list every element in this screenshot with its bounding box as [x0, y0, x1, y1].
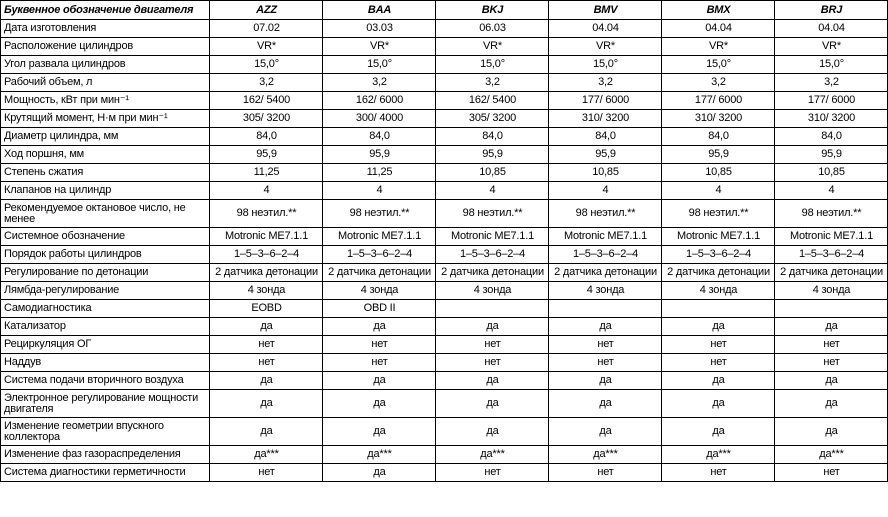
table-cell: 04.04	[549, 20, 662, 38]
table-cell: 3,2	[549, 74, 662, 92]
table-row	[1, 228, 888, 246]
table-cell: 98 неэтил.**	[210, 200, 323, 228]
table-cell: да	[323, 318, 436, 336]
table-cell: 15,0°	[210, 56, 323, 74]
table-cell: нет	[210, 464, 323, 482]
table-row	[1, 74, 888, 92]
row-label: Система диагностики герметичности	[1, 464, 210, 482]
table-cell: да***	[210, 446, 323, 464]
table-row	[1, 56, 888, 74]
table-cell: 177/ 6000	[775, 92, 888, 110]
table-cell: 84,0	[549, 128, 662, 146]
row-label: Расположение цилиндров	[1, 38, 210, 56]
table-cell: Motronic ME7.1.1	[662, 228, 775, 246]
table-cell: да	[662, 418, 775, 446]
table-cell: нет	[323, 354, 436, 372]
table-cell: да	[436, 372, 549, 390]
table-cell: 3,2	[323, 74, 436, 92]
table-cell: 177/ 6000	[549, 92, 662, 110]
table-cell: 310/ 3200	[662, 110, 775, 128]
table-row	[1, 418, 888, 446]
table-cell: 98 неэтил.**	[323, 200, 436, 228]
table-cell: 1–5–3–6–2–4	[549, 246, 662, 264]
table-cell: нет	[436, 336, 549, 354]
row-label: Изменение геометрии впускного коллектора	[1, 418, 210, 446]
table-cell: VR*	[436, 38, 549, 56]
row-label: Диаметр цилиндра, мм	[1, 128, 210, 146]
table-cell: 177/ 6000	[662, 92, 775, 110]
row-label: Угол развала цилиндров	[1, 56, 210, 74]
engine-code-azz: AZZ	[210, 1, 323, 20]
table-cell: 04.04	[662, 20, 775, 38]
table-cell: да***	[436, 446, 549, 464]
table-cell: 2 датчика детонации	[662, 264, 775, 282]
table-cell: 11,25	[323, 164, 436, 182]
table-cell: 15,0°	[662, 56, 775, 74]
table-cell: VR*	[775, 38, 888, 56]
table-cell: да***	[323, 446, 436, 464]
table-row	[1, 200, 888, 228]
table-cell: 84,0	[436, 128, 549, 146]
table-cell: 3,2	[662, 74, 775, 92]
table-cell: да	[775, 418, 888, 446]
table-cell: Motronic ME7.1.1	[775, 228, 888, 246]
table-row	[1, 300, 888, 318]
table-cell: 15,0°	[323, 56, 436, 74]
table-cell: да	[436, 418, 549, 446]
table-cell: да	[210, 372, 323, 390]
table-cell: 4 зонда	[436, 282, 549, 300]
table-cell: 03.03	[323, 20, 436, 38]
table-cell: 06.03	[436, 20, 549, 38]
table-cell: 305/ 3200	[436, 110, 549, 128]
table-row	[1, 146, 888, 164]
table-cell: 95,9	[323, 146, 436, 164]
header-label: Буквенное обозначение двигателя	[1, 1, 210, 20]
table-cell: Motronic ME7.1.1	[323, 228, 436, 246]
table-cell: нет	[549, 336, 662, 354]
table-cell: да***	[662, 446, 775, 464]
table-cell: 10,85	[662, 164, 775, 182]
row-label: Катализатор	[1, 318, 210, 336]
table-cell: 3,2	[775, 74, 888, 92]
table-row	[1, 372, 888, 390]
table-cell: VR*	[323, 38, 436, 56]
engine-code-bmv: BMV	[549, 1, 662, 20]
table-row	[1, 282, 888, 300]
table-cell: да	[323, 372, 436, 390]
table-cell: нет	[662, 354, 775, 372]
table-row	[1, 110, 888, 128]
table-row	[1, 246, 888, 264]
engine-code-bkj: BKJ	[436, 1, 549, 20]
table-cell: да	[775, 318, 888, 336]
table-cell: да	[549, 418, 662, 446]
table-cell: 4 зонда	[210, 282, 323, 300]
table-cell: 4	[323, 182, 436, 200]
row-label: Системное обозначение	[1, 228, 210, 246]
table-cell: 2 датчика детонации	[210, 264, 323, 282]
header-row	[1, 1, 888, 20]
table-cell: 2 датчика детонации	[549, 264, 662, 282]
table-row	[1, 38, 888, 56]
table-cell: да	[210, 418, 323, 446]
table-cell: 84,0	[210, 128, 323, 146]
table-cell: да	[549, 318, 662, 336]
table-cell: да	[436, 390, 549, 418]
table-row	[1, 390, 888, 418]
table-cell: Motronic ME7.1.1	[436, 228, 549, 246]
table-cell: EOBD	[210, 300, 323, 318]
table-cell: да***	[775, 446, 888, 464]
table-cell: 162/ 5400	[210, 92, 323, 110]
table-cell: 07.02	[210, 20, 323, 38]
row-label: Степень сжатия	[1, 164, 210, 182]
table-cell: 1–5–3–6–2–4	[323, 246, 436, 264]
table-cell: 2 датчика детонации	[323, 264, 436, 282]
table-cell: Motronic ME7.1.1	[210, 228, 323, 246]
table-cell: 310/ 3200	[549, 110, 662, 128]
row-label: Система подачи вторичного воздуха	[1, 372, 210, 390]
table-cell: 1–5–3–6–2–4	[210, 246, 323, 264]
table-cell: да	[436, 318, 549, 336]
table-cell: VR*	[210, 38, 323, 56]
table-cell: 98 неэтил.**	[549, 200, 662, 228]
table-cell: 84,0	[775, 128, 888, 146]
table-cell: 84,0	[323, 128, 436, 146]
table-cell: 3,2	[436, 74, 549, 92]
table-row	[1, 164, 888, 182]
row-label: Рабочий объем, л	[1, 74, 210, 92]
table-row	[1, 128, 888, 146]
row-label: Порядок работы цилиндров	[1, 246, 210, 264]
table-cell: 98 неэтил.**	[775, 200, 888, 228]
table-cell: 2 датчика детонации	[436, 264, 549, 282]
table-cell: 1–5–3–6–2–4	[662, 246, 775, 264]
row-label: Мощность, кВт при мин⁻¹	[1, 92, 210, 110]
table-cell: нет	[436, 354, 549, 372]
table-cell: да	[323, 464, 436, 482]
table-cell: 4	[662, 182, 775, 200]
table-cell: 11,25	[210, 164, 323, 182]
table-cell: 15,0°	[436, 56, 549, 74]
table-cell: Motronic ME7.1.1	[549, 228, 662, 246]
engine-code-baa: BAA	[323, 1, 436, 20]
table-cell: 95,9	[775, 146, 888, 164]
table-cell: 3,2	[210, 74, 323, 92]
row-label: Рекомендуемое октановое число, не менее	[1, 200, 210, 228]
row-label: Ход поршня, мм	[1, 146, 210, 164]
row-label: Рециркуляция ОГ	[1, 336, 210, 354]
row-label: Регулирование по детонации	[1, 264, 210, 282]
row-label: Крутящий момент, Н·м при мин⁻¹	[1, 110, 210, 128]
table-cell: 4 зонда	[323, 282, 436, 300]
table-cell: да	[549, 372, 662, 390]
row-label: Наддув	[1, 354, 210, 372]
table-cell: нет	[775, 336, 888, 354]
row-label: Клапанов на цилиндр	[1, 182, 210, 200]
spec-table-body	[1, 20, 888, 482]
table-cell: 10,85	[549, 164, 662, 182]
table-cell	[549, 300, 662, 318]
table-row	[1, 318, 888, 336]
table-cell: да	[549, 390, 662, 418]
table-cell	[436, 300, 549, 318]
table-cell: OBD II	[323, 300, 436, 318]
table-cell: 162/ 5400	[436, 92, 549, 110]
engine-code-brj: BRJ	[775, 1, 888, 20]
table-cell: 4 зонда	[775, 282, 888, 300]
table-cell: нет	[323, 336, 436, 354]
row-label: Изменение фаз газораспределения	[1, 446, 210, 464]
table-cell: да	[775, 372, 888, 390]
table-row	[1, 354, 888, 372]
table-row	[1, 464, 888, 482]
table-cell: нет	[549, 464, 662, 482]
table-cell: 10,85	[775, 164, 888, 182]
table-cell: нет	[210, 336, 323, 354]
table-cell: 300/ 4000	[323, 110, 436, 128]
table-row	[1, 20, 888, 38]
table-cell: VR*	[662, 38, 775, 56]
table-cell: да	[323, 390, 436, 418]
table-cell: 310/ 3200	[775, 110, 888, 128]
table-cell: 4	[210, 182, 323, 200]
table-cell	[775, 300, 888, 318]
table-cell: 84,0	[662, 128, 775, 146]
table-cell: 4 зонда	[549, 282, 662, 300]
row-label: Лямбда-регулирование	[1, 282, 210, 300]
table-cell: нет	[662, 464, 775, 482]
table-cell: 10,85	[436, 164, 549, 182]
table-cell: да	[775, 390, 888, 418]
table-cell: 15,0°	[775, 56, 888, 74]
table-cell: да***	[549, 446, 662, 464]
table-cell: 4	[436, 182, 549, 200]
table-cell: да	[662, 318, 775, 336]
table-row	[1, 446, 888, 464]
table-cell: 95,9	[210, 146, 323, 164]
table-cell: да	[323, 418, 436, 446]
table-cell: да	[662, 372, 775, 390]
table-row	[1, 182, 888, 200]
table-cell: 95,9	[436, 146, 549, 164]
table-cell: 1–5–3–6–2–4	[775, 246, 888, 264]
table-cell: 95,9	[549, 146, 662, 164]
table-cell: 04.04	[775, 20, 888, 38]
table-cell: да	[662, 390, 775, 418]
table-cell: нет	[549, 354, 662, 372]
table-cell: 2 датчика детонации	[775, 264, 888, 282]
row-label: Электронное регулирование мощности двигателя	[1, 390, 210, 418]
table-cell: 95,9	[662, 146, 775, 164]
table-row	[1, 336, 888, 354]
table-row	[1, 264, 888, 282]
row-label: Дата изготовления	[1, 20, 210, 38]
table-cell: 98 неэтил.**	[662, 200, 775, 228]
table-cell: нет	[662, 336, 775, 354]
table-cell	[662, 300, 775, 318]
table-cell: 162/ 6000	[323, 92, 436, 110]
table-cell: нет	[436, 464, 549, 482]
table-cell: 15,0°	[549, 56, 662, 74]
table-cell: да	[210, 318, 323, 336]
table-cell: нет	[775, 464, 888, 482]
table-cell: 4	[775, 182, 888, 200]
table-cell: 4	[549, 182, 662, 200]
table-cell: нет	[210, 354, 323, 372]
table-row	[1, 92, 888, 110]
table-cell: 1–5–3–6–2–4	[436, 246, 549, 264]
table-cell: 98 неэтил.**	[436, 200, 549, 228]
table-cell: да	[210, 390, 323, 418]
table-cell: нет	[775, 354, 888, 372]
engine-code-bmx: BMX	[662, 1, 775, 20]
table-cell: VR*	[549, 38, 662, 56]
row-label: Самодиагностика	[1, 300, 210, 318]
table-cell: 4 зонда	[662, 282, 775, 300]
table-cell: 305/ 3200	[210, 110, 323, 128]
